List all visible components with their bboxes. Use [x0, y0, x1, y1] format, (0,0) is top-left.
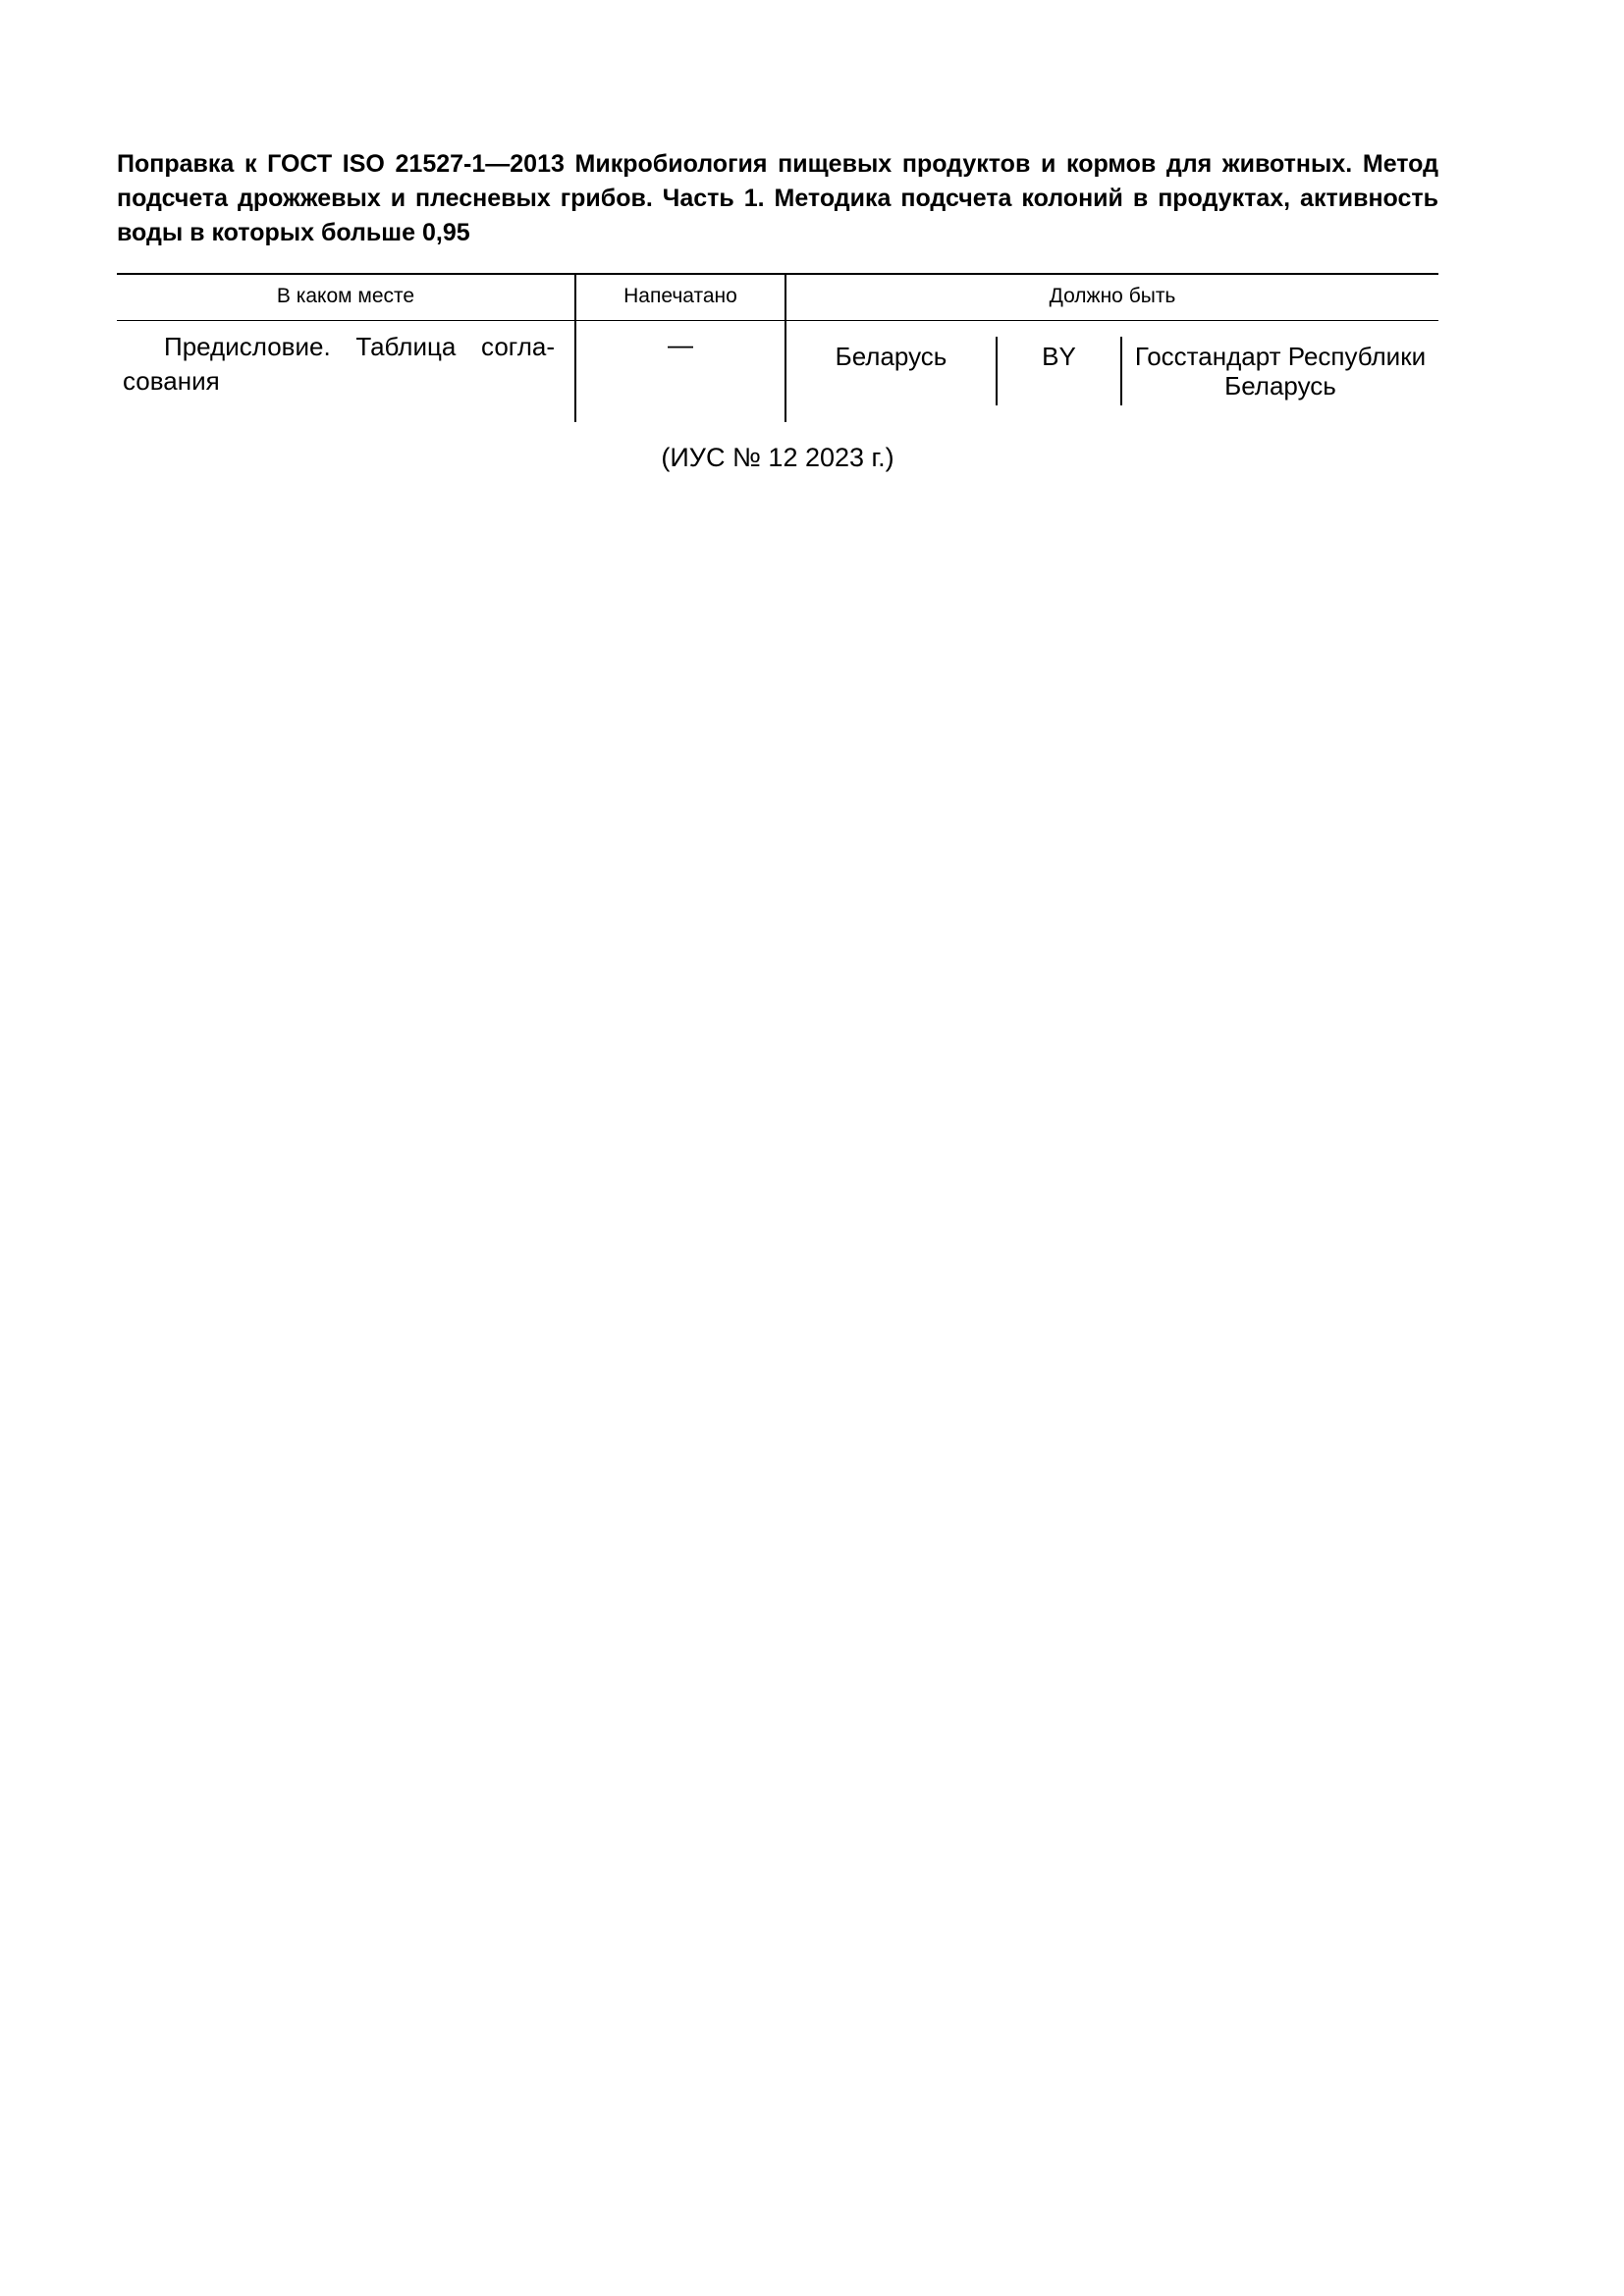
cell-should-be-country: Беларусь — [835, 342, 947, 371]
table-header-rule — [117, 320, 1438, 321]
cell-should-be-body: Госстандарт Республики Беларусь — [1134, 342, 1427, 400]
header-should-be: Должно быть — [1049, 285, 1176, 307]
header-printed: Напечатано — [623, 285, 737, 307]
cell-should-be-code: BY — [1042, 342, 1076, 371]
document-title: Поправка к ГОСТ ISO 21527-1—2013 Микробиология пищевых продуктов и кормов для животных. Метод подсчета дрожжевых и плесневых грибов. Часть 1. Методика подсчета колоний в продуктах, активность воды в которых больше 0,95 — [117, 150, 1438, 246]
ius-reference: (ИУС № 12 2023 г.) — [661, 443, 894, 472]
header-where: В каком месте — [276, 285, 415, 307]
amendment-table — [117, 273, 1438, 422]
cell-printed: — — [668, 330, 693, 359]
cell-where: Предисловие. Таблица согла-сования — [123, 332, 555, 396]
